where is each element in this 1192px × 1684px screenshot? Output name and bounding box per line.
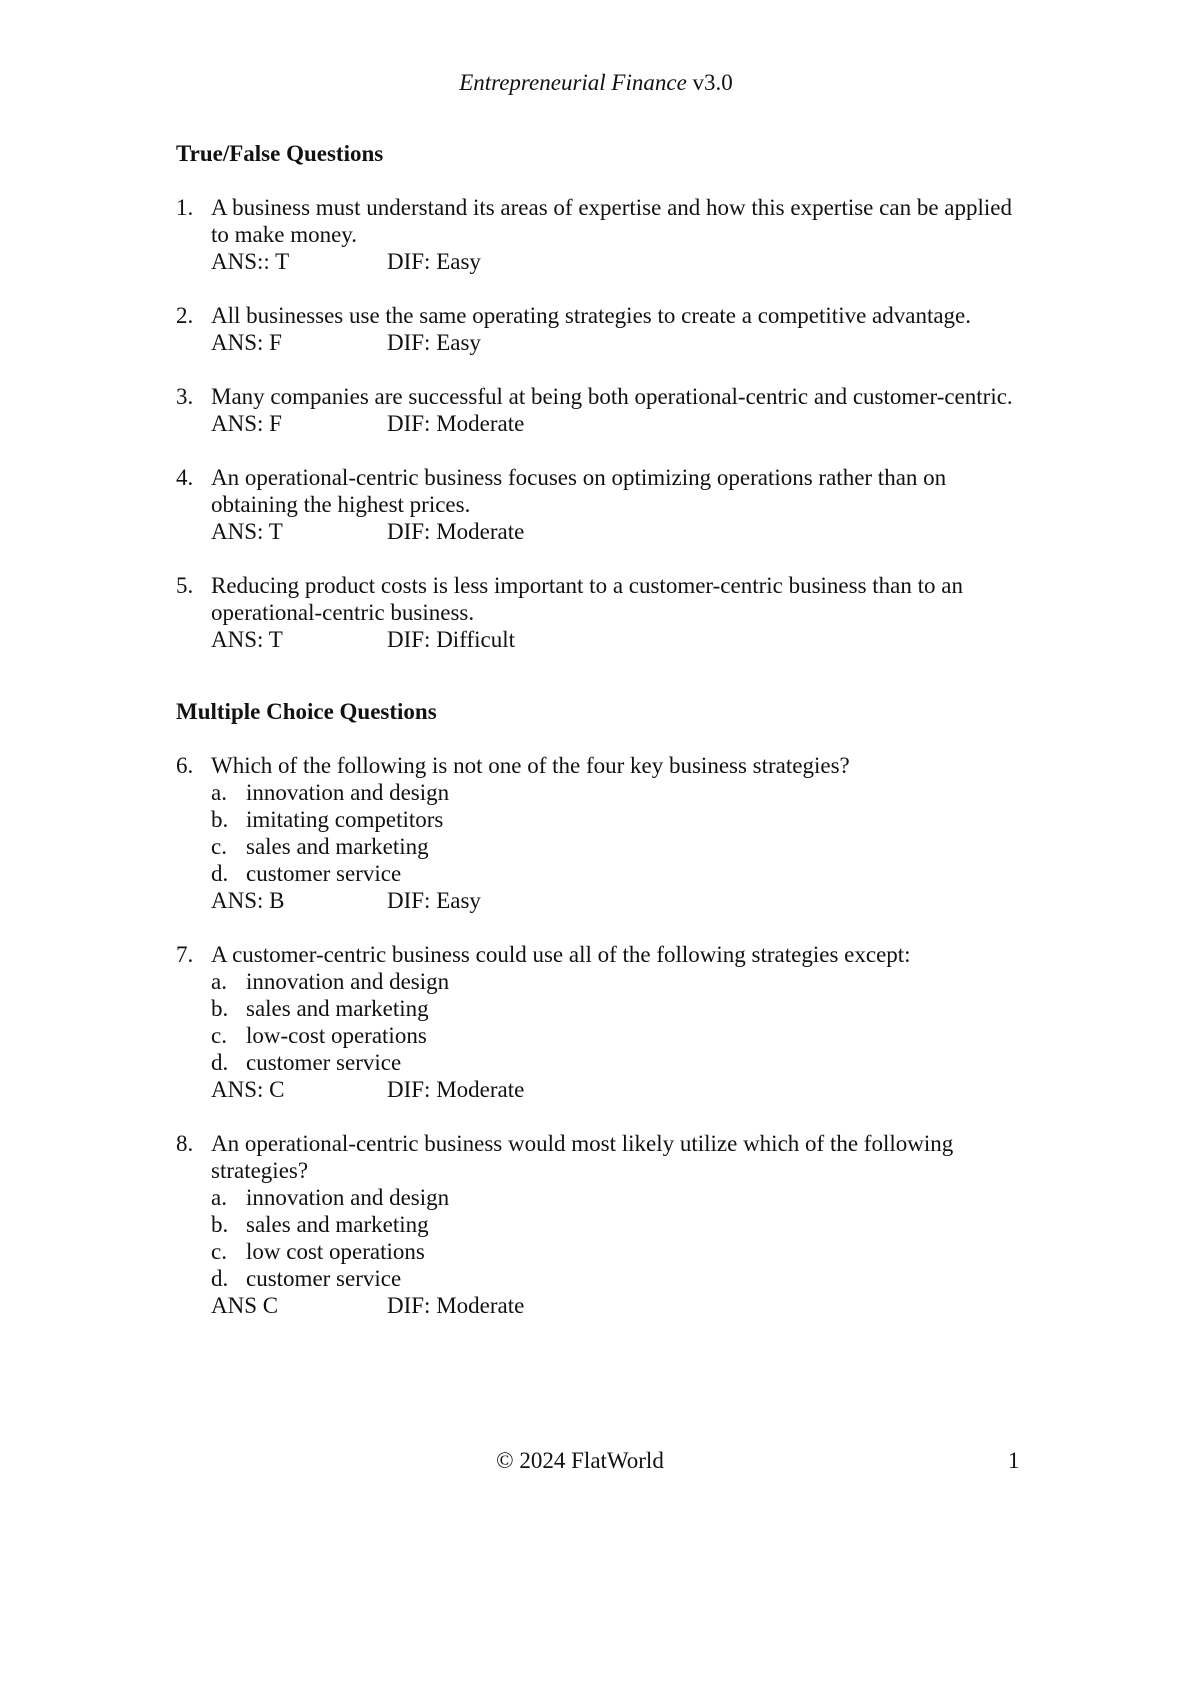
option-letter: c.	[211, 834, 227, 859]
question-number: 7.	[176, 942, 194, 967]
option-letter: c.	[211, 1239, 227, 1264]
question-number: 6.	[176, 753, 194, 778]
question-8	[176, 1130, 1016, 1319]
option-text: sales and marketing	[246, 834, 429, 859]
answer-line	[211, 1292, 1016, 1319]
question-7	[176, 941, 1016, 1103]
difficulty: DIF: Moderate	[387, 411, 525, 436]
answer: ANS C	[211, 1293, 279, 1318]
question-6	[176, 752, 1016, 914]
option-b	[211, 1211, 1016, 1238]
answer: ANS: C	[211, 1077, 285, 1102]
option-text: customer service	[246, 1266, 402, 1291]
answer-line	[211, 329, 1016, 356]
option-text: imitating competitors	[246, 807, 444, 832]
difficulty: DIF: Difficult	[387, 627, 515, 652]
option-d	[211, 1049, 1016, 1076]
option-letter: d.	[211, 861, 229, 886]
question-number: 5.	[176, 573, 194, 598]
option-list	[211, 968, 1016, 1076]
option-a	[211, 1184, 1016, 1211]
option-c	[211, 1238, 1016, 1265]
option-a	[211, 968, 1016, 995]
question-number: 8.	[176, 1131, 194, 1156]
answer-line	[211, 518, 1016, 545]
option-text: innovation and design	[246, 780, 450, 805]
option-text: sales and marketing	[246, 1212, 429, 1237]
option-text: low cost operations	[246, 1239, 425, 1264]
answer-line	[211, 410, 1016, 437]
question-text: Many companies are successful at being both operational-centric and customer-centric.	[211, 384, 1013, 409]
question-text: Which of the following is not one of the four key business strategies?	[211, 753, 850, 778]
page-number: 1	[1008, 1448, 1020, 1473]
option-letter: a.	[211, 780, 227, 805]
option-b	[211, 995, 1016, 1022]
option-letter: a.	[211, 969, 227, 994]
option-a	[211, 779, 1016, 806]
difficulty: DIF: Moderate	[387, 1293, 525, 1318]
question-4	[176, 464, 1016, 545]
option-letter: b.	[211, 807, 229, 832]
question-number: 4.	[176, 465, 194, 490]
question-text: An operational-centric business focuses on optimizing operations rather than on obtaining the highest prices.	[211, 465, 947, 517]
answer: ANS: F	[211, 330, 282, 355]
question-number: 1.	[176, 195, 194, 220]
answer: ANS: T	[211, 519, 283, 544]
question-1	[176, 194, 1016, 275]
option-c	[211, 833, 1016, 860]
question-text: An operational-centric business would most likely utilize which of the following strategies?	[211, 1131, 954, 1183]
option-d	[211, 1265, 1016, 1292]
multiple-choice-heading: Multiple Choice Questions	[176, 699, 437, 724]
option-c	[211, 1022, 1016, 1049]
difficulty: DIF: Easy	[387, 330, 481, 355]
option-text: innovation and design	[246, 969, 450, 994]
option-letter: b.	[211, 1212, 229, 1237]
option-letter: d.	[211, 1266, 229, 1291]
option-letter: c.	[211, 1023, 227, 1048]
difficulty: DIF: Easy	[387, 888, 481, 913]
option-b	[211, 806, 1016, 833]
option-text: innovation and design	[246, 1185, 450, 1210]
question-number: 2.	[176, 303, 194, 328]
answer-line	[211, 626, 1016, 653]
option-letter: a.	[211, 1185, 227, 1210]
answer-line	[211, 248, 1016, 275]
answer: ANS: F	[211, 411, 282, 436]
option-list	[211, 1184, 1016, 1292]
difficulty: DIF: Easy	[387, 249, 481, 274]
question-text: A business must understand its areas of expertise and how this expertise can be applied to make money.	[211, 195, 1012, 247]
page-content	[176, 140, 1016, 1346]
option-text: customer service	[246, 861, 402, 886]
option-letter: b.	[211, 996, 229, 1021]
answer-line	[211, 887, 1016, 914]
answer-line	[211, 1076, 1016, 1103]
option-text: sales and marketing	[246, 996, 429, 1021]
question-3	[176, 383, 1016, 437]
true-false-heading: True/False Questions	[176, 141, 384, 166]
question-number: 3.	[176, 384, 194, 409]
option-d	[211, 860, 1016, 887]
question-2	[176, 302, 1016, 356]
page-header	[0, 70, 1192, 96]
option-list	[211, 779, 1016, 887]
difficulty: DIF: Moderate	[387, 1077, 525, 1102]
question-text: All businesses use the same operating strategies to create a competitive advantage.	[211, 303, 972, 328]
difficulty: DIF: Moderate	[387, 519, 525, 544]
question-5	[176, 572, 1016, 653]
book-title: Entrepreneurial Finance	[459, 70, 687, 95]
answer: ANS: B	[211, 888, 285, 913]
question-text: Reducing product costs is less important to a customer-centric business than to an operational-centric business.	[211, 573, 963, 625]
copyright-notice: © 2024 FlatWorld	[496, 1448, 664, 1473]
book-version: v3.0	[692, 70, 733, 95]
option-letter: d.	[211, 1050, 229, 1075]
answer: ANS:: T	[211, 249, 290, 274]
question-text: A customer-centric business could use all of the following strategies except:	[211, 942, 911, 967]
option-text: customer service	[246, 1050, 402, 1075]
answer: ANS: T	[211, 627, 283, 652]
option-text: low-cost operations	[246, 1023, 427, 1048]
